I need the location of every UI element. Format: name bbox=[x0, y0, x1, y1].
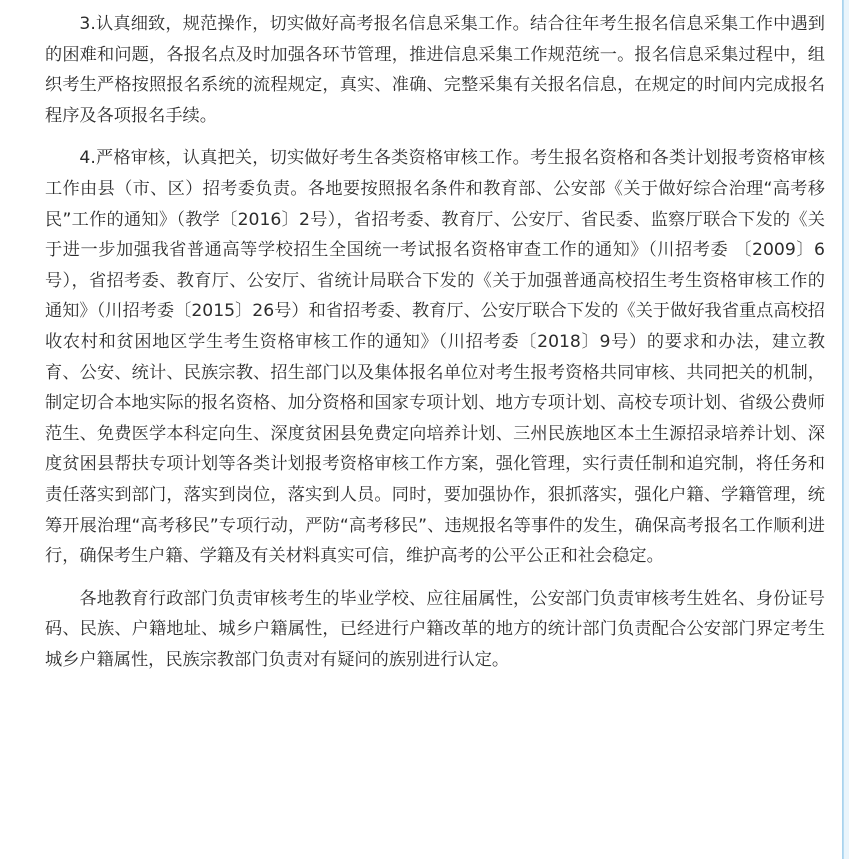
paragraph-audit-responsibilities: 各地教育行政部门负责审核考生的毕业学校、应往届属性，公安部门负责审核考生姓名、身份证号码、民族、户籍地址、城乡户籍属性，已经进行户籍改革的地方的统计部门负责配合公安部门界定考生城乡户籍属性，民族宗教部门负责对有疑问的族别进行认定。 bbox=[45, 588, 825, 670]
paragraph-item-4: 4.严格审核，认真把关，切实做好考生各类资格审核工作。考生报名资格和各类计划报考资格审核工作由县（市、区）招考委负责。各地要按照报名条件和教育部、公安部《关于做好综合治理“高考移民”工作的通知》（教学〔2016〕2号），省招考委、教育厅、公安厅、省民委、监察厅联合下发的《关于进一步加强我省普通高等学校招生全国统一考试报名资格审查工作的通知》（川招考委 〔2009〕6号），省招考委、教育厅、公安厅、省统计局联合下发的《关于加强普通高校招生考生资格审核工作的通知》（川招考委〔2015〕26号）和省招考委、教育厅、公安厅联合下发的《关于做好我省重点高校招收农村和贫困地区学生考生资格审核工作的通知》（川招考委〔2018〕9号）的要求和办法，建立教育、公安、统计、民族宗教、招生部门以及集体报名单位对考生报考资格共同审核、共同把关的机制，制定切合本地实际的报名资格、加分资格和国家专项计划、地方专项计划、高校专项计划、省级公费师范生、免费医学本科定向生、深度贫困县免费定向培养计划、三州民族地区本土生源招录培养计划、深度贫困县帮扶专项计划等各类计划报考资格审核工作方案，强化管理，实行责任制和追究制，将任务和责任落实到部门，落实到岗位，落实到人员。同时，要加强协作，狠抓落实，强化户籍、学籍管理，统筹开展治理“高考移民”专项行动，严防“高考移民”、违规报名等事件的发生，确保高考报名工作顺利进行，确保考生户籍、学籍及有关材料真实可信，维护高考的公平公正和社会稳定。 bbox=[45, 148, 825, 567]
document-body bbox=[45, 9, 825, 675]
paragraph-item-3: 3.认真细致，规范操作，切实做好高考报名信息采集工作。结合往年考生报名信息采集工作中遇到的困难和问题，各报名点及时加强各环节管理，推进信息采集工作规范统一。报名信息采集过程中，组织考生严格按照报名系统的流程规定，真实、准确、完整采集有关报名信息，在规定的时间内完成报名程序及各项报名手续。 bbox=[45, 14, 825, 126]
page-right-border bbox=[843, 0, 849, 859]
